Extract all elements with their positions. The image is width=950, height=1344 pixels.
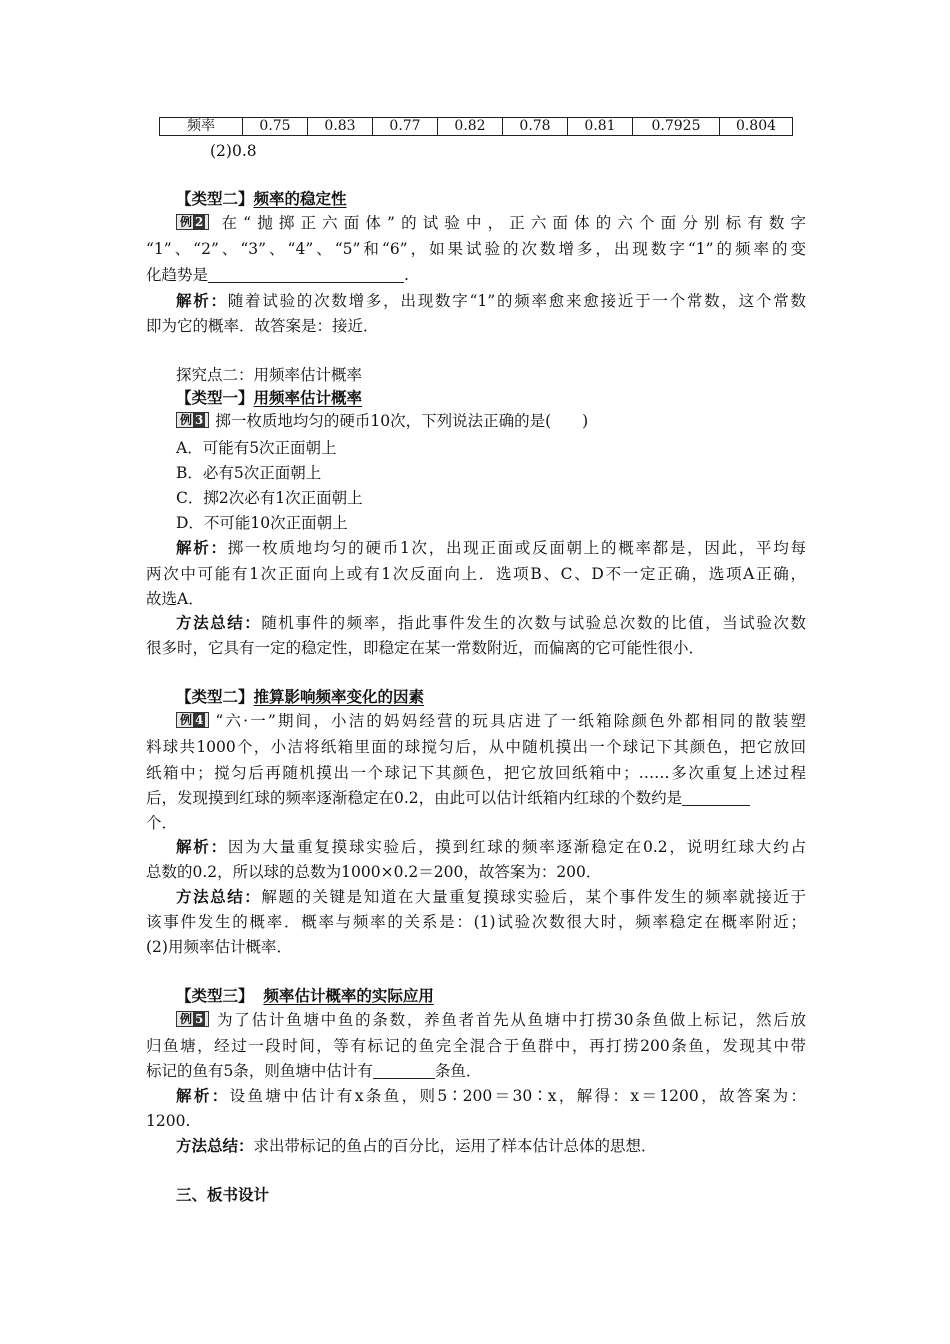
frequency-table xyxy=(159,117,793,136)
ex5-heading: 【类型三】 频率估计概率的实际应用 xyxy=(176,986,434,1005)
table-cell: 0.77 xyxy=(373,118,438,136)
ex3-analysis-line: 两次中可能有1次正面向上或有1次反面向上．选项B、C、D不一定正确，选项A正确， xyxy=(146,565,806,583)
ex2-analysis: 解析：随着试验的次数增多，出现数字“1”的频率愈来愈接近于一个常数，这个常数 xyxy=(176,291,806,310)
answer-1-2: (2)0.8 xyxy=(210,142,257,160)
ex4-method-line: 该事件发生的概率．概率与频率的关系是：(1)试验次数很大时，频率稳定在概率附近； xyxy=(146,913,806,931)
example-badge: 例 2 xyxy=(176,214,209,230)
section-heading: 探究点二：用频率估计概率 xyxy=(176,366,363,384)
example-badge: 例 5 xyxy=(176,1011,209,1027)
ex2-type-label: 【类型二】 xyxy=(176,189,254,208)
ex5-question-line: 标记的鱼有5条，则鱼塘中估计有 条鱼． xyxy=(146,1062,482,1080)
ex3-method-line: 很多时，它具有一定的稳定性，即稳定在某一常数附近，而偏离的它可能性很小． xyxy=(146,639,705,657)
option-d: D．不可能10次正面朝上 xyxy=(176,514,348,532)
section-heading: 三、板书设计 xyxy=(176,1185,270,1204)
ex3-method: 方法总结：随机事件的频率，指此事件发生的次数与试验总次数的比值，当试验次数 xyxy=(176,613,806,632)
table-cell: 0.81 xyxy=(568,118,633,136)
answer-blank[interactable] xyxy=(373,1062,435,1079)
ex4-analysis-line: 总数的0.2，所以球的总数为1000×0.2＝200，故答案为：200． xyxy=(146,863,602,881)
answer-blank[interactable] xyxy=(208,266,404,283)
answer-blank[interactable] xyxy=(682,789,750,806)
ex4-question-line: 个． xyxy=(146,814,178,832)
example-badge: 例 4 xyxy=(176,712,209,728)
option-c: C．掷2次必有1次正面朝上 xyxy=(176,489,363,507)
ex2-type-title: 频率的稳定性 xyxy=(253,189,347,208)
ex2-question-line: 化趋势是 . xyxy=(146,266,409,284)
ex5-method: 方法总结：求出带标记的鱼占的百分比，运用了样本估计总体的思想． xyxy=(176,1136,657,1155)
ex3-analysis-line: 故选A． xyxy=(146,590,204,608)
example-badge: 例 3 xyxy=(176,412,209,428)
table-cell: 0.78 xyxy=(503,118,568,136)
ex2-heading xyxy=(176,188,836,210)
table-header-cell: 频率 xyxy=(160,118,243,136)
ex4-question-line: 例 4 “六·一”期间，小洁的妈妈经营的玩具店进了一纸箱除颜色外都相同的散装塑 xyxy=(176,710,806,732)
ex4-analysis: 解析：因为大量重复摸球实验后，摸到红球的频率逐渐稳定在0.2，说明红球大约占 xyxy=(176,837,806,856)
ex2-question-line: “1”、“2”、“3”、“4”、“5”和“6”，如果试验的次数增多，出现数字“1”的频率的变 xyxy=(146,240,806,258)
table-cell: 0.83 xyxy=(308,118,373,136)
ex5-question-line: 例 5 为了估计鱼塘中鱼的条数，养鱼者首先从鱼塘中打捞30条鱼做上标记，然后放 xyxy=(176,1009,806,1031)
table-cell: 0.7925 xyxy=(633,118,720,136)
ex5-analysis: 解析：设鱼塘中估计有x条鱼，则5∶200＝30∶x，解得：x＝1200，故答案为： xyxy=(176,1086,806,1105)
table-cell: 0.82 xyxy=(438,118,503,136)
option-a: A．可能有5次正面朝上 xyxy=(176,439,337,457)
ex5-question-line: 归鱼塘，经过一段时间，等有标记的鱼完全混合于鱼群中，再打捞200条鱼，发现其中带 xyxy=(146,1037,806,1055)
ex3-heading: 【类型一】用频率估计概率 xyxy=(176,388,363,407)
ex2-analysis-line: 即为它的概率．故答案是：接近． xyxy=(146,317,379,335)
ex4-method-line: (2)用频率估计概率． xyxy=(146,938,292,956)
ex4-method: 方法总结：解题的关键是知道在大量重复摸球实验后，某个事件发生的频率就接近于 xyxy=(176,887,806,906)
ex3-question: 例 3 掷一枚质地均匀的硬币10次，下列说法正确的是( ) xyxy=(176,410,836,432)
ex4-question-line: 后，发现摸到红球的频率逐渐稳定在0.2，由此可以估计纸箱内红球的个数约是 xyxy=(146,787,806,809)
ex3-analysis: 解析：掷一枚质地均匀的硬币1次，出现正面或反面朝上的概率都是，因此，平均每 xyxy=(176,538,806,557)
ex4-question-line: 纸箱中；搅匀后再随机摸出一个球记下其颜色，把它放回纸箱中；……多次重复上述过程 xyxy=(146,764,806,782)
ex4-heading: 【类型二】推算影响频率变化的因素 xyxy=(176,687,425,706)
ex4-question-line: 料球共1000个，小洁将纸箱里面的球搅匀后，从中随机摸出一个球记下其颜色，把它放回 xyxy=(146,738,806,756)
table-row xyxy=(160,118,793,136)
ex5-analysis-line: 1200. xyxy=(146,1112,191,1130)
option-b: B．必有5次正面朝上 xyxy=(176,464,322,482)
table-cell: 0.804 xyxy=(720,118,793,136)
table-cell: 0.75 xyxy=(243,118,308,136)
ex2-question-line: 例 2 在“抛掷正六面体”的试验中，正六面体的六个面分别标有数字 xyxy=(176,212,806,234)
